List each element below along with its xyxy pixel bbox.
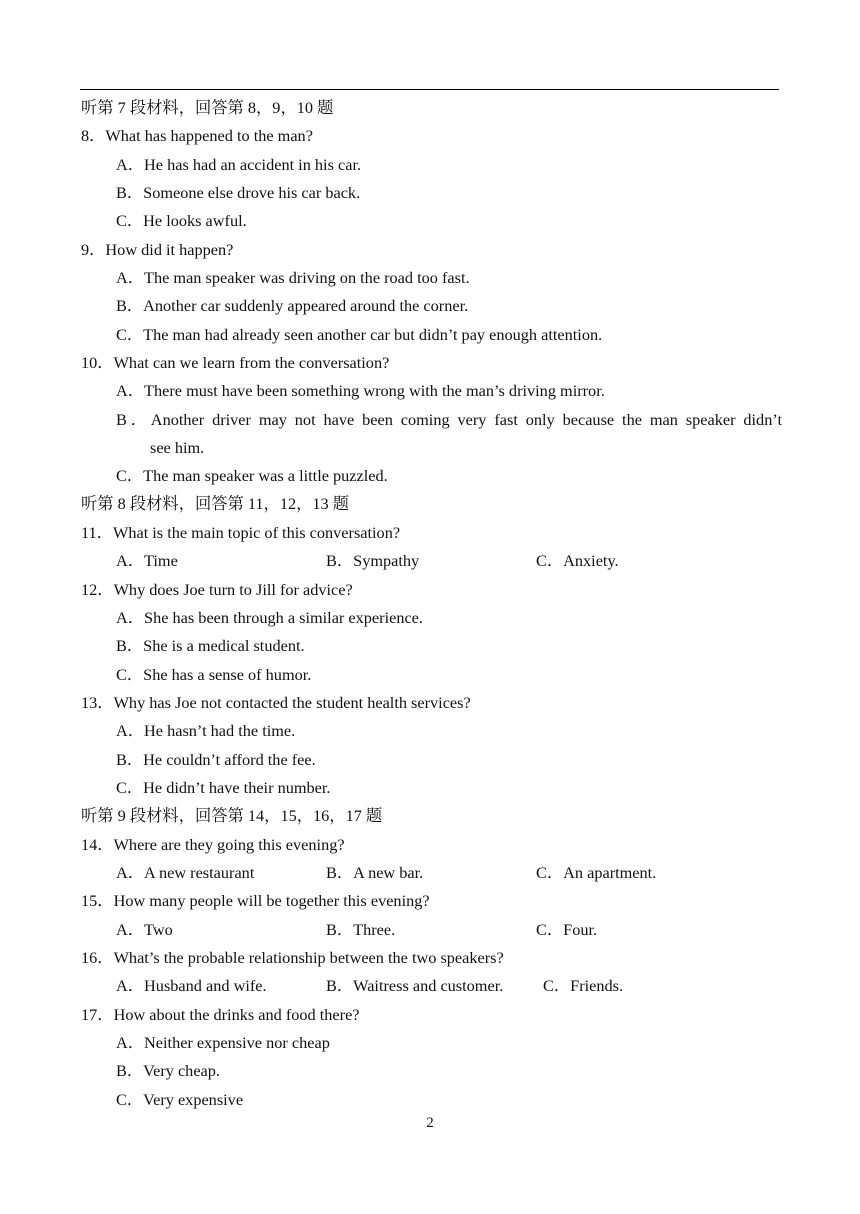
question-11: 11．What is the main topic of this conversation? (81, 523, 401, 542)
question-8: 8．What has happened to the man? (81, 126, 313, 145)
option-15c: C．Four. (536, 920, 598, 939)
option-13b: B．He couldn’t afford the fee. (116, 750, 316, 769)
option-17c: C．Very expensive (116, 1090, 244, 1109)
option-9a: A．The man speaker was driving on the road too fast. (116, 268, 470, 287)
option-11a: A．Time (116, 551, 178, 570)
section-heading-9: 听第 9 段材料，回答第 14，15，16，17 题 (81, 806, 383, 825)
option-9b: B．Another car suddenly appeared around the corner. (116, 296, 469, 315)
question-9: 9．How did it happen? (81, 240, 234, 259)
option-12a: A．She has been through a similar experience. (116, 608, 423, 627)
option-10a: A．There must have been something wrong with the man’s driving mirror. (116, 381, 605, 400)
question-16: 16．What’s the probable relationship between the two speakers? (81, 948, 504, 967)
section-heading-7: 听第 7 段材料，回答第 8，9，10 题 (81, 98, 334, 117)
option-10c: C．The man speaker was a little puzzled. (116, 466, 388, 485)
option-12b: B．She is a medical student. (116, 636, 305, 655)
option-17a: A．Neither expensive nor cheap (116, 1033, 330, 1052)
question-15: 15．How many people will be together this evening? (81, 891, 430, 910)
question-10: 10．What can we learn from the conversation? (81, 353, 390, 372)
option-16c: C．Friends. (543, 976, 624, 995)
option-14c: C．An apartment. (536, 863, 657, 882)
question-14: 14．Where are they going this evening? (81, 835, 345, 854)
header-rule (80, 89, 779, 90)
question-13: 13．Why has Joe not contacted the student health services? (81, 693, 471, 712)
section-heading-8: 听第 8 段材料，回答第 11，12，13 题 (81, 494, 350, 513)
option-14b: B．A new bar. (326, 863, 424, 882)
option-9c: C．The man had already seen another car but didn’t pay enough attention. (116, 325, 603, 344)
option-16b: B．Waitress and customer. (326, 976, 504, 995)
option-15a: A．Two (116, 920, 173, 939)
question-17: 17．How about the drinks and food there? (81, 1005, 360, 1024)
option-16a: A．Husband and wife. (116, 976, 267, 995)
question-12: 12．Why does Joe turn to Jill for advice? (81, 580, 353, 599)
option-13a: A．He hasn’t had the time. (116, 721, 296, 740)
option-17b: B．Very cheap. (116, 1061, 220, 1080)
option-10b-continued: see him. (150, 438, 205, 457)
option-10b: B．Another driver may not have been coming very fast only because the man speaker didn’t (116, 410, 782, 429)
option-12c: C．She has a sense of humor. (116, 665, 312, 684)
option-8c: C．He looks awful. (116, 211, 247, 230)
option-15b: B．Three. (326, 920, 396, 939)
option-14a: A．A new restaurant (116, 863, 255, 882)
option-11b: B．Sympathy (326, 551, 420, 570)
page-number: 2 (426, 1115, 434, 1131)
option-11c: C．Anxiety. (536, 551, 619, 570)
option-13c: C．He didn’t have their number. (116, 778, 331, 797)
option-8a: A．He has had an accident in his car. (116, 155, 362, 174)
option-8b: B．Someone else drove his car back. (116, 183, 361, 202)
